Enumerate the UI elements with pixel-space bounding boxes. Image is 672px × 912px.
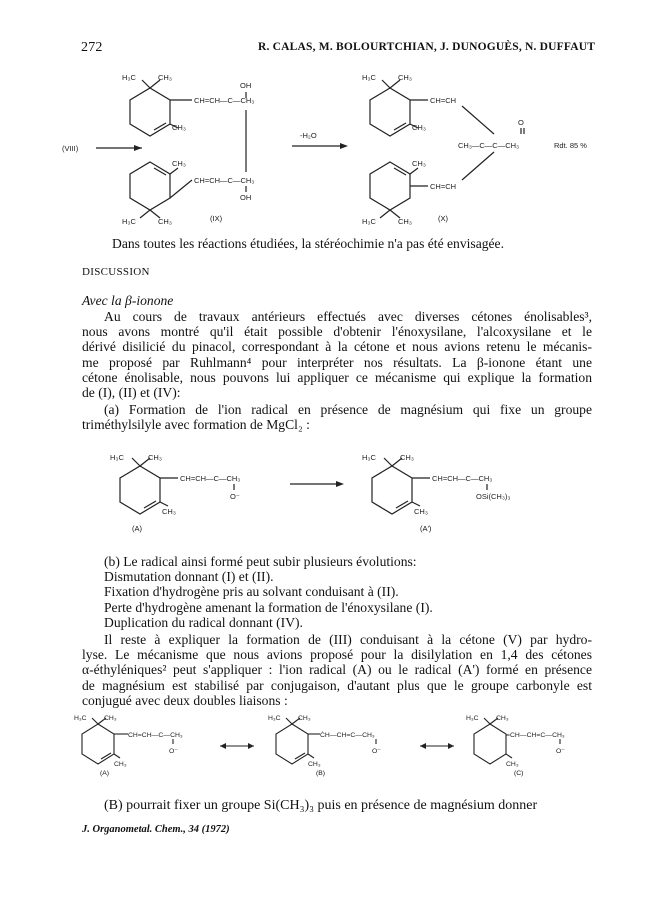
svg-text:H₃C: H₃C: [362, 73, 376, 82]
paragraph-3: (B) pourrait fixer un groupe Si(CH₃)₃ puis en présence de magnésium donner: [104, 798, 538, 813]
item-line: Dismutation donnant (I) et (II).: [104, 569, 274, 585]
svg-text:O⁻: O⁻: [169, 748, 178, 755]
paragraph-line: cétone énolisable, nous pouvons lui appliquer ce mécanisme qui explique la formation: [82, 369, 592, 385]
svg-text:CH₃: CH₃: [398, 73, 412, 82]
page-number: 272: [81, 40, 103, 55]
svg-text:CH₃: CH₃: [158, 73, 172, 82]
svg-text:CH₃: CH₃: [412, 159, 426, 168]
label-a-prime: (A'): [420, 524, 432, 533]
svg-text:CH₃: CH₃: [398, 217, 412, 226]
subsection-beta: β: [125, 293, 132, 308]
svg-text:OH: OH: [240, 193, 252, 202]
subsection-title: [82, 293, 173, 308]
scheme-silylation: [90, 452, 550, 534]
ring-ix-top: [130, 88, 170, 136]
journal-footer: J. Organometal. Chem., 34 (1972): [82, 824, 230, 835]
svg-text:O⁻: O⁻: [556, 748, 565, 755]
svg-text:CH₃: CH₃: [172, 159, 186, 168]
svg-text:CH₃: CH₃: [308, 761, 321, 768]
ring-a: [120, 466, 160, 514]
item-a: [82, 402, 592, 432]
svg-text:H₃C: H₃C: [362, 217, 376, 226]
paragraph-line: lyse. Le mécanisme que nous avions proposé pour la disilylation en 1,4 des cétones: [82, 647, 592, 663]
paragraph-line: α-éthyléniques² peut s'appliquer : l'ion radical (A) ou le radical (A') formé en présence: [82, 662, 592, 678]
paragraph-line: Il reste à expliquer la formation de (III) conduisant à la cétone (V) par hydro-: [104, 632, 592, 647]
svg-text:CH₃: CH₃: [412, 123, 426, 132]
svg-text:CH₃: CH₃: [104, 715, 117, 722]
svg-text:CH=CH—C—CH₃: CH=CH—C—CH₃: [432, 474, 493, 483]
svg-text:OH: OH: [240, 81, 252, 90]
svg-text:O⁻: O⁻: [372, 748, 381, 755]
svg-text:-H₂O: -H₂O: [300, 131, 317, 140]
svg-text:H₃C: H₃C: [122, 217, 136, 226]
subsection-suffix: -ionone: [131, 293, 174, 308]
svg-text:CH₃: CH₃: [114, 761, 127, 768]
item-line: Fixation d'hydrogène pris au solvant conduisant à (II).: [104, 584, 399, 600]
svg-text:CH₃: CH₃: [172, 123, 186, 132]
paragraph-1: [82, 309, 592, 400]
svg-text:H₃C: H₃C: [268, 715, 281, 722]
paragraph-line: Au cours de travaux antérieurs effectués avec diverses cétones énolisables³,: [104, 309, 592, 324]
svg-text:CH=CH—C—CH₃: CH=CH—C—CH₃: [194, 96, 255, 105]
label-ix: (IX): [210, 214, 223, 223]
svg-text:=CH—CH=C—CH₃: =CH—CH=C—CH₃: [506, 732, 565, 739]
svg-text:CH=CH: CH=CH: [430, 96, 457, 105]
svg-text:CH=CH—C—CH₃: CH=CH—C—CH₃: [128, 732, 183, 739]
svg-text:H₃C: H₃C: [122, 73, 136, 82]
ring-ix-bottom: [130, 162, 170, 210]
item-line: Perte d'hydrogène amenant la formation de l'énoxysilane (I).: [104, 599, 433, 615]
paragraph-line: nous avons montré qu'il était possible d'obtenir l'énoxysilane, l'alcoxysilane et le: [82, 324, 592, 340]
stereochemistry-note: Dans toutes les réactions étudiées, la stéréochimie n'a pas été envisagée.: [112, 236, 504, 251]
svg-text:H₃C: H₃C: [110, 453, 124, 462]
svg-text:CH₃: CH₃: [414, 507, 428, 516]
svg-text:CH₃: CH₃: [506, 761, 519, 768]
scheme-dehydration: [60, 68, 620, 228]
item-line: (b) Le radical ainsi formé peut subir plusieurs évolutions:: [104, 554, 417, 569]
svg-text:CH₃: CH₃: [148, 453, 162, 462]
svg-text:ĊH—CH=C—CH₃: ĊH—CH=C—CH₃: [320, 732, 375, 739]
svg-text:CH=CH—C—CH₃: CH=CH—C—CH₃: [194, 176, 255, 185]
paragraph-line: me proposé par Ruhlmann⁴ pour interpréter nos résultats. La β-ionone étant une: [82, 354, 592, 370]
svg-text:Rdt. 85 %: Rdt. 85 %: [554, 141, 587, 150]
ring-c: [474, 724, 506, 764]
svg-text:H₃C: H₃C: [466, 715, 479, 722]
ring-a-prime: [372, 466, 412, 514]
svg-text:CH₃—C—C—CH₃: CH₃—C—C—CH₃: [458, 141, 520, 150]
label-b: (B): [316, 770, 326, 777]
svg-text:O: O: [518, 118, 524, 127]
paragraph-2: [82, 632, 592, 708]
label-x: (X): [438, 214, 448, 223]
paragraph-line: conjugué avec deux doubles liaisons :: [82, 692, 288, 708]
ring-x-top: [370, 88, 410, 136]
svg-text:CH₃: CH₃: [400, 453, 414, 462]
paragraph-line: dérivé disilicié du pinacol, correspondant à la cétone et nous avions retenu le mécanis-: [82, 339, 592, 355]
item-b: [104, 554, 592, 630]
svg-text:H₃C: H₃C: [74, 715, 87, 722]
subsection-prefix: Avec la: [82, 293, 126, 308]
scheme-conjugation: [70, 714, 610, 784]
svg-text:(VIII): (VIII): [62, 144, 79, 153]
item-line: triméthylsilyle avec formation de MgCl₂ :: [82, 417, 310, 433]
label-a: (A): [132, 524, 142, 533]
ring-b: [276, 724, 308, 764]
item-line: Duplication du radical donnant (IV).: [104, 614, 303, 630]
paragraph-line: de (I), (II) et (IV):: [82, 385, 181, 401]
running-header-authors: R. CALAS, M. BOLOURTCHIAN, J. DUNOGUÈS, N. DUFFAUT: [258, 41, 596, 53]
svg-text:CH₃: CH₃: [162, 507, 176, 516]
item-line: (a) Formation de l'ion radical en présence de magnésium qui fixe un groupe: [104, 402, 592, 417]
svg-text:CH=CH: CH=CH: [430, 182, 457, 191]
ring-a: [82, 724, 114, 764]
paragraph-line: de magnésium est stabilisé par conjugaison, d'autant plus que le groupe carbonyle est: [82, 677, 592, 693]
svg-text:CH₃: CH₃: [298, 715, 311, 722]
svg-text:CH₃: CH₃: [496, 715, 509, 722]
svg-text:CH₃: CH₃: [158, 217, 172, 226]
label-a-scheme3: (A): [100, 770, 110, 777]
ring-x-bottom: [370, 162, 410, 210]
section-title: DISCUSSION: [82, 266, 150, 278]
label-c: (C): [514, 770, 524, 777]
svg-text:CH=CH—C—CH₃: CH=CH—C—CH₃: [180, 474, 241, 483]
svg-text:H₃C: H₃C: [362, 453, 376, 462]
svg-text:O⁻: O⁻: [230, 492, 240, 501]
svg-text:OSi(CH₃)₃: OSi(CH₃)₃: [476, 492, 511, 501]
